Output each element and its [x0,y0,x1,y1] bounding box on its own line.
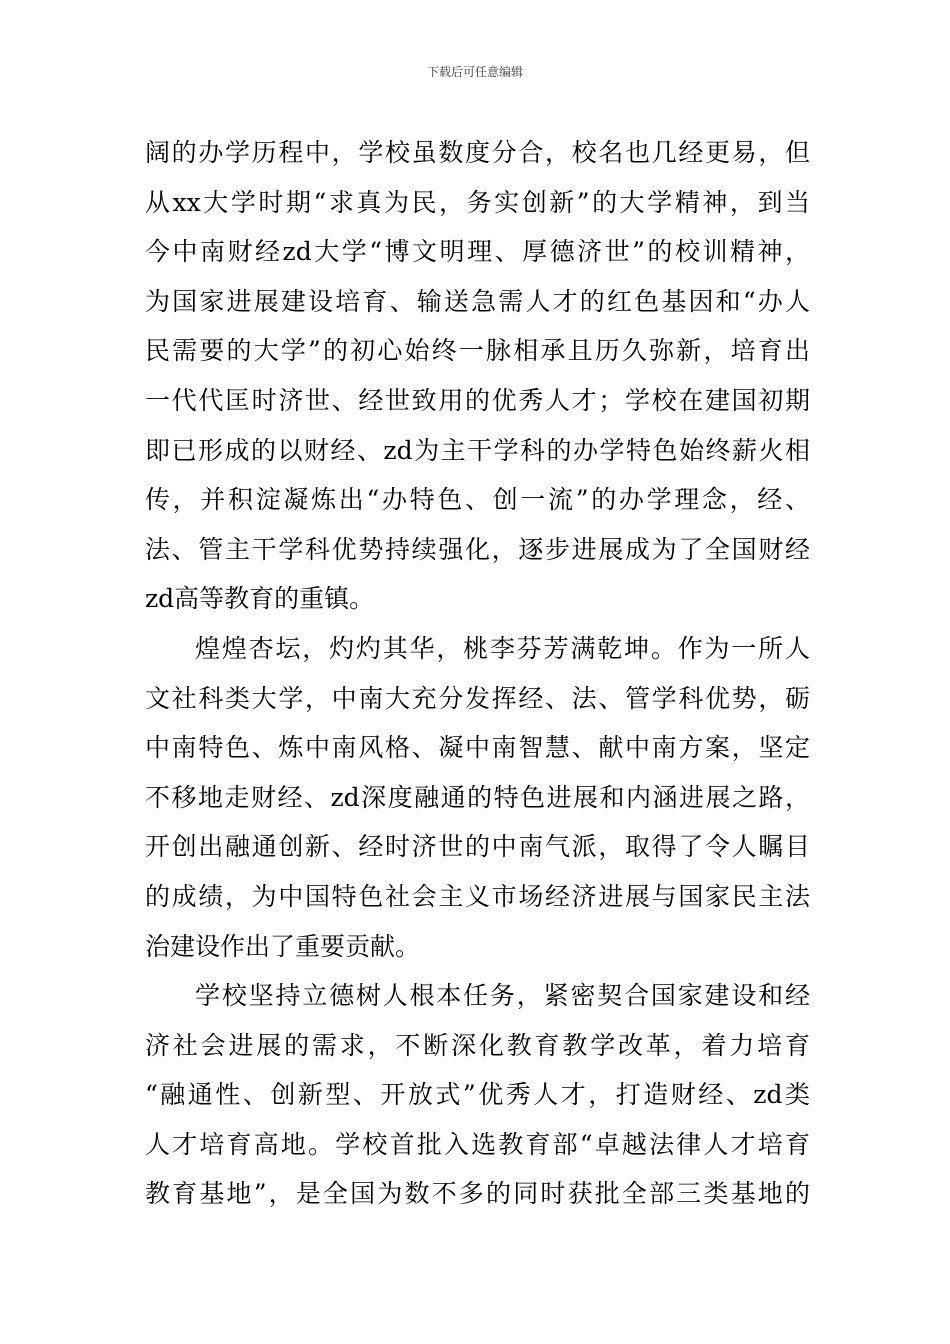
text-line: 为国家进展建设培育、输送急需人才的红色基因和“办人 [145,286,810,316]
text-line: 阔的办学历程中，学校虽数度分合，校名也几经更易，但 [145,138,810,167]
body-text [145,128,810,1219]
text-line: 的成绩，为中国特色社会主义市场经济进展与国家民主法 [145,881,810,911]
text-line: 一代代匡时济世、经世致用的优秀人才；学校在建国初期 [145,385,810,415]
text-line: 学校坚持立德树人根本任务，紧密契合国家建设和经 [195,981,810,1011]
text-line: 文社科类大学，中南大充分发挥经、法、管学科优势，砺 [145,683,810,713]
text-line: 教育基地”，是全国为数不多的同时获批全部三类基地的 [145,1179,810,1209]
text-line: 即已形成的以财经、zd为主干学科的办学特色始终薪火相 [145,435,810,465]
text-line: zd高等教育的重镇。 [145,584,375,614]
text-line: 法、管主干学科优势持续强化，逐步进展成为了全国财经 [145,534,810,564]
text-line: 济社会进展的需求，不断深化教育教学改革，着力培育 [145,1030,810,1060]
text-line: 民需要的大学”的初心始终一脉相承且历久弥新，培育出 [145,336,810,366]
text-line: 人才培育高地。学校首批入选教育部“卓越法律人才培育 [145,1129,810,1159]
text-line: “融通性、创新型、开放式”优秀人才，打造财经、zd类 [145,1080,810,1110]
page-header: 下载后可任意编辑 [426,65,523,79]
text-line: 开创出融通创新、经时济世的中南气派，取得了令人瞩目 [145,832,810,862]
text-line: 今中南财经zd大学“博文明理、厚德济世”的校训精神， [145,237,810,267]
text-line: 传，并积淀凝炼出“办特色、创一流”的办学理念，经、 [145,485,810,515]
text-line: 治建设作出了重要贡献。 [145,931,421,961]
text-line: 从xx大学时期“求真为民，务实创新”的大学精神，到当 [145,187,810,217]
text-line: 不移地走财经、zd深度融通的特色进展和内涵进展之路， [145,782,810,812]
text-line: 中南特色、炼中南风格、凝中南智慧、献中南方案，坚定 [145,733,810,763]
text-line: 煌煌杏坛，灼灼其华，桃李芬芳满乾坤。作为一所人 [195,633,810,663]
